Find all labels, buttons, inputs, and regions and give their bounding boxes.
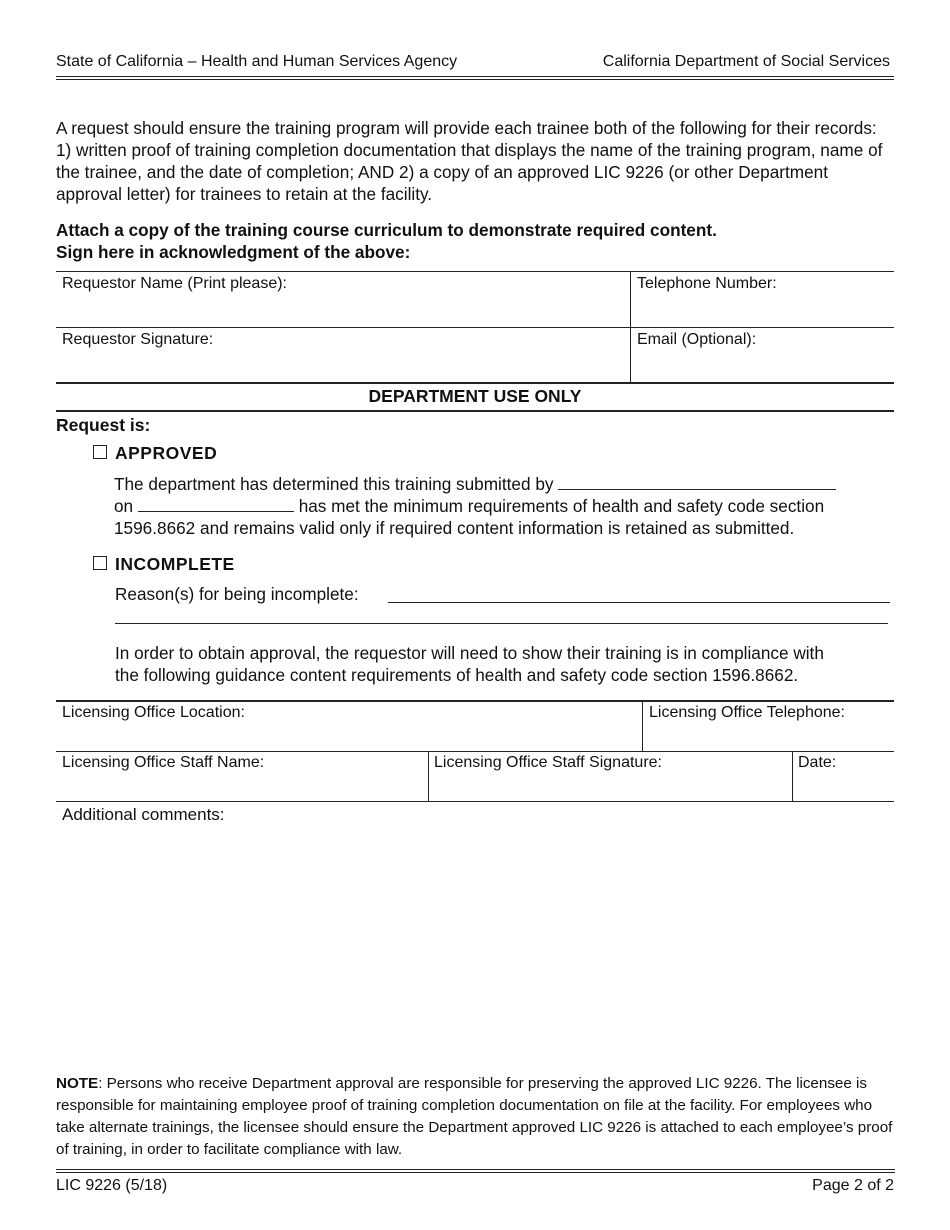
header-department: California Department of Social Services <box>602 53 890 70</box>
approved-checkbox[interactable] <box>93 445 107 459</box>
department-section-bottom-rule <box>56 410 894 412</box>
request-is-label: Request is: <box>56 415 151 435</box>
approved-on-label: on <box>114 496 134 516</box>
approved-line3: 1596.8662 and remains valid only if required content information is retained as submitted. <box>114 518 795 538</box>
office-table-top-border <box>56 700 894 702</box>
approved-line1: The department has determined this training submitted by <box>114 474 554 494</box>
email-field[interactable]: Email (Optional): <box>637 331 757 348</box>
licensing-office-location-field[interactable]: Licensing Office Location: <box>62 704 245 721</box>
approved-label: APPROVED <box>115 443 218 463</box>
note-label: NOTE <box>56 1075 99 1092</box>
department-section-top-rule <box>56 382 894 384</box>
office-table-divider-1 <box>642 701 643 751</box>
office-table-bottom-border <box>56 801 894 802</box>
requestor-table-mid-border <box>56 327 894 328</box>
staff-signature-field[interactable]: Licensing Office Staff Signature: <box>434 754 662 771</box>
footer-rule <box>56 1169 895 1173</box>
intro-paragraph: A request should ensure the training program will provide each trainee both of the following for their records: 1) written proof of training completion documentation that displays the name of the training program, name of the trainee, and the date of completion; AND 2) a copy of an approved LIC 9226 (or other Department approval letter) for trainees to retain at the facility. <box>56 118 883 204</box>
note-block <box>56 1073 901 1161</box>
office-table-divider-3 <box>792 752 793 801</box>
submitted-by-blank[interactable] <box>558 475 836 490</box>
office-table-divider-2 <box>428 752 429 801</box>
incomplete-reason-label: Reason(s) for being incomplete: <box>115 584 359 604</box>
header-agency: State of California – Health and Human Services Agency <box>56 53 458 70</box>
date-field[interactable]: Date: <box>798 754 837 771</box>
office-table-mid-border <box>56 751 894 752</box>
department-use-title: DEPARTMENT USE ONLY <box>368 386 582 406</box>
requestor-name-field[interactable]: Requestor Name (Print please): <box>62 275 287 292</box>
sign-instruction: Sign here in acknowledgment of the above: <box>56 242 411 262</box>
attach-instruction: Attach a copy of the training course curriculum to demonstrate required content. <box>56 220 717 240</box>
instruction-block <box>56 219 717 263</box>
requestor-table-top-border <box>56 271 894 272</box>
incomplete-label: INCOMPLETE <box>115 554 235 574</box>
additional-comments-field[interactable]: Additional comments: <box>62 805 225 824</box>
requestor-table-divider <box>630 271 631 383</box>
note-text: : Persons who receive Department approval are responsible for preserving the approved LIC 9226. The licensee is responsible for maintaining employee proof of training completion documentation on file at the facility. For employees who take alternate trainings, the licensee should ensure the Department approved LIC 9226 is attached to each employee’s proof of training, in order to facilitate compliance with law. <box>56 1075 893 1158</box>
incomplete-checkbox[interactable] <box>93 556 107 570</box>
form-id: LIC 9226 (5/18) <box>56 1177 168 1194</box>
incomplete-reason-blank-1[interactable] <box>388 602 890 603</box>
telephone-number-field[interactable]: Telephone Number: <box>637 275 777 292</box>
licensing-office-telephone-field[interactable]: Licensing Office Telephone: <box>649 704 845 721</box>
approval-date-blank[interactable] <box>138 497 294 512</box>
staff-name-field[interactable]: Licensing Office Staff Name: <box>62 754 265 771</box>
incomplete-reason-blank-2[interactable] <box>115 623 888 624</box>
header-rule <box>56 76 894 80</box>
approval-requirements-line1: In order to obtain approval, the requestor will need to show their training is in compliance with <box>115 643 824 663</box>
page-number: Page 2 of 2 <box>812 1177 894 1194</box>
approval-requirements <box>115 642 905 686</box>
requestor-signature-field[interactable]: Requestor Signature: <box>62 331 214 348</box>
approved-line2: has met the minimum requirements of health and safety code section <box>298 496 825 516</box>
approved-statement <box>114 473 904 539</box>
approval-requirements-line2: the following guidance content requirements of health and safety code section 1596.8662. <box>115 665 799 685</box>
